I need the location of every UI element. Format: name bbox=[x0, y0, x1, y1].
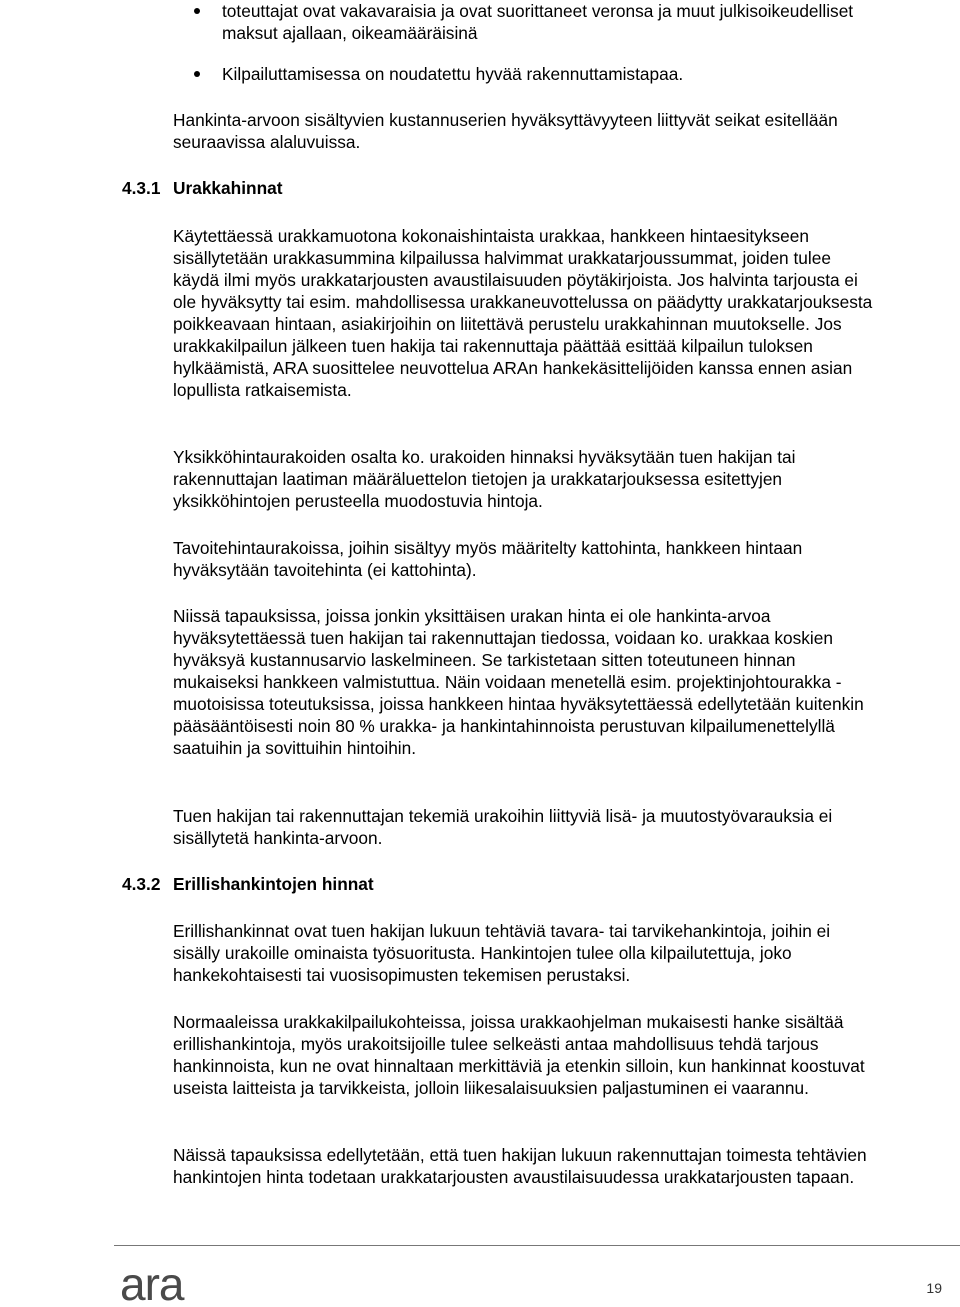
intro-paragraph: Hankinta-arvoon sisältyvien kustannuserien hyväksyttävyyteen liittyvät seikat esitellään seuraavissa alaluvuissa. bbox=[173, 110, 838, 152]
section-title: Urakkahinnat bbox=[173, 178, 283, 198]
bullet-icon bbox=[194, 8, 200, 14]
list-item-text: toteuttajat ovat vakavaraisia ja ovat suorittaneet veronsa ja muut julkisoikeudelliset maksut ajallaan, oikeamääräisinä bbox=[222, 1, 854, 43]
paragraph: Yksikköhintaurakoiden osalta ko. urakoiden hinnaksi hyväksytään tuen hakijan tai rakennuttajan laatiman määräluettelon tietojen ja urakkatarjouksessa esitettyjen yksikköhintojen perusteella muodostuvia hintoja. bbox=[173, 447, 796, 511]
section-heading-4-3-1 bbox=[122, 177, 283, 199]
paragraph: Käytettäessä urakkamuotona kokonaishintaista urakkaa, hankkeen hintaesitykseen sisällytetään urakkasummina kilpailussa halvimmat urakkatarjoussummat, joiden tulee käydä ilmi myös urakkatarjousten avaustilaisuuden pöytäkirjoista. Jos halvinta tarjousta ei ole hyväksytty tai esim. mahdollisessa urakkaneuvottelussa on päädytty urakkatarjouksesta poikkeavaan hintaan, asiakirjoihin on liitettävä perustelu urakkahinnan muutokselle. Jos urakkakilpailun jälkeen tuen hakija tai rakennuttaja päättää esittää kilpailun tuloksen hylkäämistä, ARA suosittelee neuvottelua ARAn hankekäsittelijöiden kanssa ennen asian lopullista ratkaisemista. bbox=[173, 226, 873, 400]
page-number: 19 bbox=[926, 1280, 942, 1296]
section-number: 4.3.1 bbox=[122, 178, 161, 198]
paragraph: Näissä tapauksissa edellytetään, että tuen hakijan lukuun rakennuttajan toimesta tehtävien hankintojen hinta todetaan urakkatarjousten avaustilaisuudessa urakkatarjousten tapaan. bbox=[173, 1145, 867, 1187]
list-item-text: Kilpailuttamisessa on noudatettu hyvää rakennuttamistapaa. bbox=[222, 64, 684, 84]
bullet-icon bbox=[194, 71, 200, 77]
bullet-list bbox=[176, 0, 876, 104]
list-item bbox=[176, 63, 876, 85]
paragraph: Tavoitehintaurakoissa, joihin sisältyy myös määritelty kattohinta, hankkeen hintaan hyväksytään tavoitehinta (ei kattohinta). bbox=[173, 538, 803, 580]
paragraph: Tuen hakijan tai rakennuttajan tekemiä urakoihin liittyviä lisä- ja muutostyövarauksia ei sisällytetä hankinta-arvoon. bbox=[173, 806, 833, 848]
list-item bbox=[176, 0, 876, 44]
section-heading-4-3-2 bbox=[122, 873, 374, 895]
ara-logo-text: ara bbox=[120, 1262, 184, 1306]
paragraph: Niissä tapauksissa, joissa jonkin yksittäisen urakan hinta ei ole hankinta-arvoa hyväksytettäessä tuen hakijan tai rakennuttajan tiedossa, voidaan ko. urakkaa koskien hyväksyä kustannusarvio laskelmineen. Se tarkistetaan sitten toteutuneen hinnan mukaiseksi hankkeen valmistuttua. Näin voidaan menetellä esim. projektinjohtourakka -muotoisissa toteutuksissa, joissa hankkeen hintaa hyväksytettäessä edellytetään kuitenkin pääsääntöisesti noin 80 % urakka- ja hankintahinnoista perustuvan kilpailumenettelyllä saatuihin ja sovittuihin hintoihin. bbox=[173, 606, 864, 758]
paragraph: Erillishankinnat ovat tuen hakijan lukuun tehtäviä tavara- tai tarvikehankintoja, joihin ei sisälly urakoille ominaista työsuoritusta. Hankintojen tulee olla kilpailutettuja, joko hankekohtaisesti tai vuosisopimusten tekemisen perustaksi. bbox=[173, 921, 831, 985]
ara-logo bbox=[120, 1262, 200, 1306]
section-number: 4.3.2 bbox=[122, 874, 161, 894]
footer-divider bbox=[114, 1245, 960, 1246]
paragraph: Normaaleissa urakkakilpailukohteissa, joissa urakkaohjelman mukaisesti hanke sisältää erillishankintoja, myös urakoitsijoille tulee selkeästi antaa mahdollisuus tehdä tarjous hankinnoista, kun ne ovat hinnaltaan merkittäviä ja etenkin silloin, kun hankinnat koostuvat useista laitteista ja tarvikkeista, jolloin liikesalaisuuksien paljastuminen ei vaarannu. bbox=[173, 1012, 865, 1098]
section-title: Erillishankintojen hinnat bbox=[173, 874, 374, 894]
